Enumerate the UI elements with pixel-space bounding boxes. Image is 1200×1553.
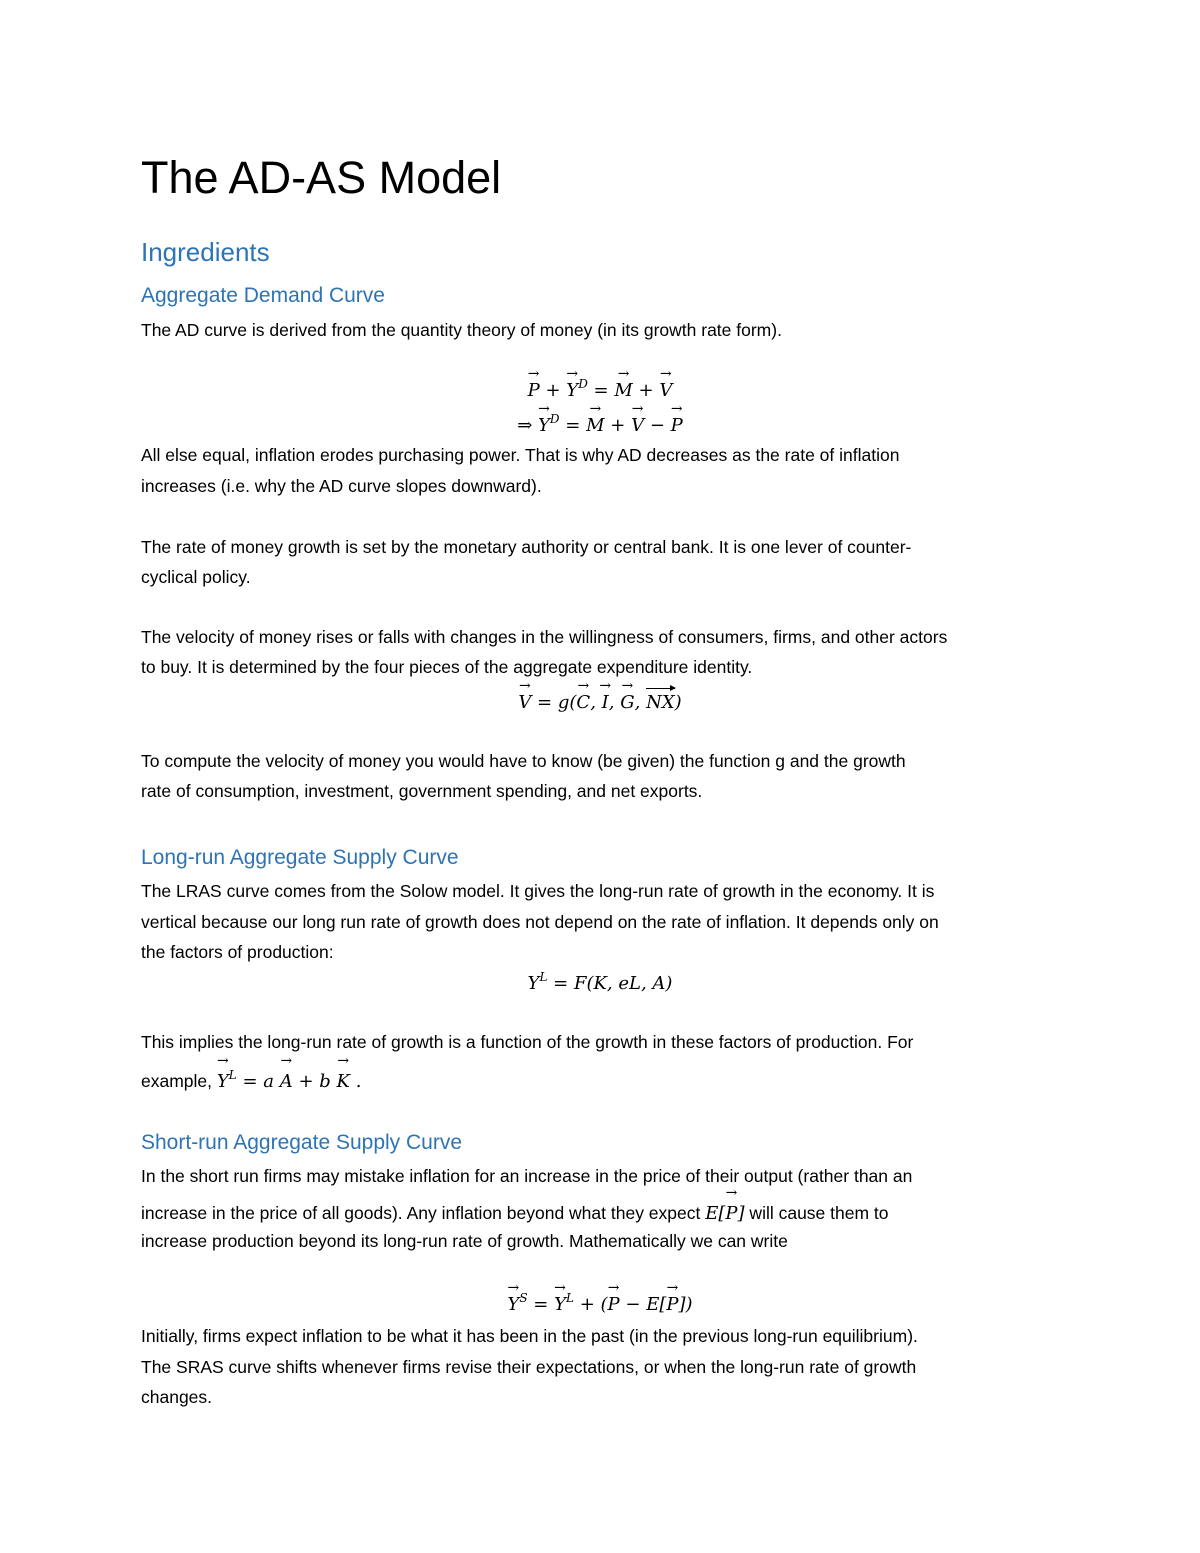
lras-line-1: The LRAS curve comes from the Solow model. It gives the long-run rate of growth in the economy. It is [141,881,935,901]
lras-line-3: the factors of production: [141,942,334,962]
sras-paragraph-2-line-2: The SRAS curve shifts whenever firms revise their expectations, or when the long-run rate of growth [141,1357,917,1377]
equation-production-function: $Y^L = F(K$, eL, A) [527,970,673,994]
sras-paragraph-2-line-1: Initially, firms expect inflation to be what it has been in the past (in the previous long-run equilibrium). [141,1326,918,1346]
equation-sras: → $Y^S$ = → $Y^L$ + (→ P − E[→ P]) [0,1290,1200,1315]
lras-example-prefix: example, [141,1071,217,1091]
equation-ad-curve: ⇒ → $Y^D$ = → M + → V − → P [0,411,1200,436]
ad-paragraph-2-line-1: The rate of money growth is set by the monetary authority or central bank. It is one lever of counter- [141,537,912,557]
equation-quantity-theory: → P + → $Y^D$ = → M + → V [0,376,1200,401]
ad-intro: The AD curve is derived from the quantity theory of money (in its growth rate form). [141,320,782,340]
heading-lras: Long-run Aggregate Supply Curve [141,846,459,869]
sras-line-2-suffix: will cause them to [744,1203,889,1223]
ad-paragraph-4-line-2: rate of consumption, investment, government spending, and net exports. [141,781,703,801]
heading-aggregate-demand: Aggregate Demand Curve [141,284,385,307]
sras-line-1: In the short run firms may mistake inflation for an increase in the price of their output (rather than an [141,1166,913,1186]
heading-sras: Short-run Aggregate Supply Curve [141,1131,463,1154]
page-title: The AD-AS Model [141,152,502,203]
ad-paragraph-2-line-2: cyclical policy. [141,567,251,587]
sras-line-2-prefix: increase in the price of all goods). Any inflation beyond what they expect [141,1203,706,1223]
ad-paragraph-4-line-1: To compute the velocity of money you would have to know (be given) the function g and the growth [141,751,906,771]
lras-paragraph-2-line-2 [141,1060,361,1097]
equation-velocity: → V = g(→ C, → I, → G, NX) [0,688,1200,713]
sras-line-3: increase production beyond its long-run rate of growth. Mathematically we can write [141,1231,788,1251]
equation-expected-inflation: E[→ P] [705,1203,744,1224]
section-heading-ingredients: Ingredients [141,237,270,267]
sras-line-2 [141,1195,889,1229]
lras-line-2: vertical because our long run rate of growth does not depend on the rate of inflation. It depends only on [141,912,939,932]
equation-growth-example: → $Y^L = a \to A + b \to K$ . [217,1071,362,1092]
ad-paragraph-1-line-1: All else equal, inflation erodes purchasing power. That is why AD decreases as the rate of inflation [141,445,900,465]
lras-paragraph-2-line-1: This implies the long-run rate of growth is a function of the growth in these factors of production. For [141,1032,914,1052]
ad-paragraph-3-line-2: to buy. It is determined by the four pieces of the aggregate expenditure identity. [141,657,753,677]
sras-paragraph-2-line-3: changes. [141,1387,213,1407]
ad-paragraph-1-line-2: increases (i.e. why the AD curve slopes downward). [141,476,542,496]
ad-paragraph-3-line-1: The velocity of money rises or falls with changes in the willingness of consumers, firms, and other actors [141,627,948,647]
